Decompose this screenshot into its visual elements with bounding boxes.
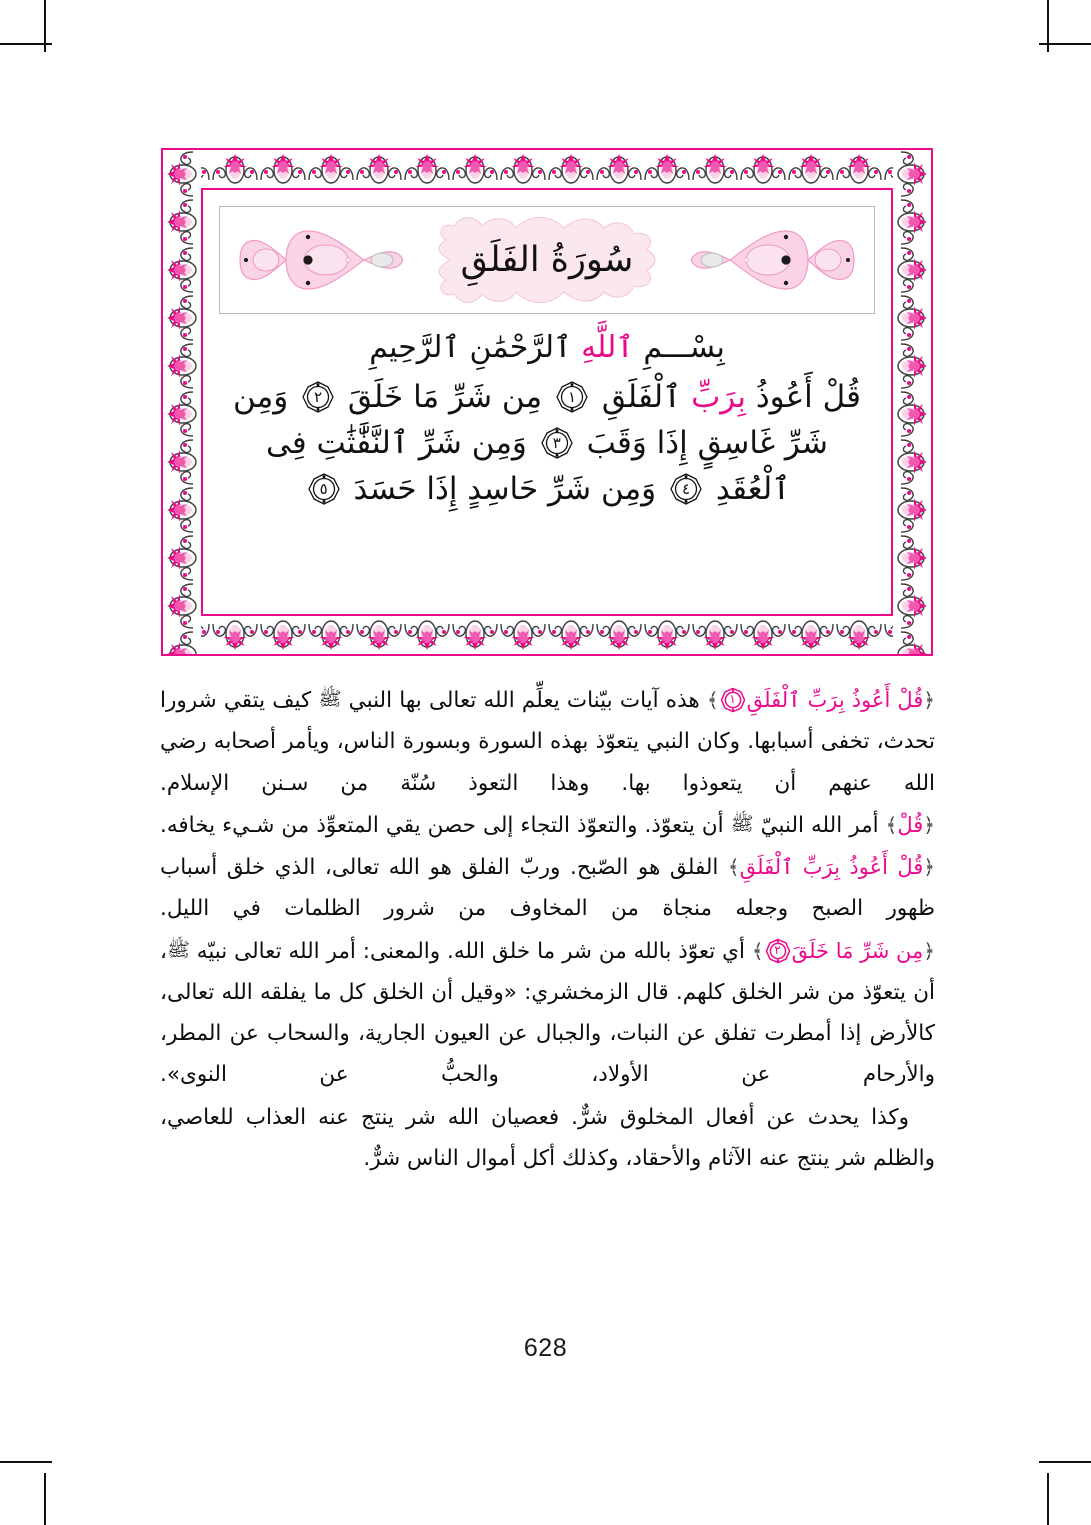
tafsir-text: أن يتعوّذ. والتعوّذ التجاء إلى حصن يقي المتعوِّذ من شـيء يخافه. [160,812,731,838]
tafsir-text: وكذا يحدث عن أفعال المخلوق شرٌّ. فعصيان الله شر ينتج عنه العذاب للعاصي، والظلم شر ينتج عنه الآثام والأحقاد، وكذلك أكل أموال الناس شرٌّ. [160,1104,935,1171]
surah-title-cartouche [432,212,662,308]
basmala-prefix: بِسْـــمِ [633,330,725,365]
ayah-1-tail2: وَمِن [233,379,299,415]
border-ornament-bottom [163,616,931,654]
ayah-marker-2-number: ٢ [314,387,323,406]
quote-bracket: ﴾ [706,688,719,712]
tafsir-text: أمر الله النبيّ [753,812,886,838]
ayah-marker-1-number: ١ [567,387,576,406]
ayah-3-tail: وَمِن شَرِّ حَاسِدٍ إِذَا حَسَدَ [343,470,666,507]
frame-inner-rule [201,188,893,616]
ayah-marker-5 [307,472,341,506]
tafsir-text: كيف يتقي شرورا تحدث، تخفى أسبابها. وكان النبي يتعوّذ بهذه السورة وبسورة الناس، ويأمر أصحابه رضي الله عنهم أن يتعوذوا بها. وهذا التعوذ سُنّة من سـنن الإسلام. [160,688,935,796]
surah-title-band [219,206,875,314]
ayah-3-lead: ٱلْعُقَدِ [705,470,791,507]
quote-bracket: ﴿ [923,812,935,837]
ayah-marker-4 [669,472,703,506]
basmala-suffix: ٱلرَّحْمَٰنِ ٱلرَّحِيمِ [369,330,582,365]
tafsir-commentary [160,680,935,1180]
tafsir-text: ، أن يتعوّذ من شر الخلق كلهم. قال الزمخشري: «وقيل أن الخلق كل ما يفلقه الله تعالى، كالأرض إذا أمطرت تفلق عن النبات، والجبال عن العيون الجارية، والسحاب عن المطر، والأرحام عن الأولاد، والحبُّ عن النوى». [160,938,935,1088]
frame-content-area [207,194,887,610]
page-number: 628 [523,1334,568,1362]
quran-quote: قُلْ أَعُوذُ بِرَبِّ ٱلْفَلَقِ [746,688,924,712]
ayah-line-2 [221,421,873,467]
crop-mark-bottom-left-vertical [44,1473,46,1525]
ayah-marker-3 [540,426,574,460]
tafsir-paragraph [160,931,935,1096]
ayah-1-tail: مِن شَرِّ مَا خَلَقَ [338,379,552,415]
crop-mark-top-right-horizontal [1039,43,1091,45]
quote-bracket: ﴿ [923,938,935,963]
ayah-1-seg-c: ٱلْفَلَقِ [591,379,692,415]
ayah-marker-3-number: ٣ [552,433,561,452]
crop-mark-bottom-right-vertical [1047,1473,1049,1525]
ayah-line-3 [221,467,873,513]
tafsir-ayah-marker: ٢ [765,938,791,964]
tafsir-paragraph [160,680,935,804]
honorific-salla-icon: ﷺ [166,938,190,961]
quote-bracket: ﴾ [727,855,740,880]
tafsir-text: هذه آيات بيّنات يعلِّم الله تعالى بها النبي [341,688,707,713]
surah-title-text: سُورَةُ الفَلَقِ [460,240,634,280]
quote-bracket: ﴾ [751,938,764,963]
tafsir-paragraph [160,847,935,930]
tafsir-text: الفلق هو الصّبح. وربّ الفلق هو الله تعالى، الذي خلق أسباب ظهور الصبح وجعله منجاة من المخاوف من شرور الظلمات في الليل. [160,855,935,922]
quote-bracket: ﴿ [923,688,936,712]
honorific-salla-icon: ﷺ [318,688,342,710]
crop-mark-bottom-right-horizontal [1039,1461,1091,1463]
crop-mark-top-left-horizontal [0,43,52,45]
ayah-1-seg-b: بِرَبِّ [691,379,747,415]
ayah-marker-5-number: ٥ [319,479,328,498]
quran-quote: مِن شَرِّ مَا خَلَقَ [791,938,924,963]
border-ornament-left [163,150,201,654]
honorific-salla-icon: ﷺ [730,812,754,835]
basmala-lafz-aljalalah: ٱللَّهِ [581,330,634,365]
ayah-marker-1 [555,380,589,414]
quran-quote: قُلْ [897,812,924,837]
ayah-1-seg-a: قُلْ أَعُوذُ [746,379,861,415]
quran-quote: قُلْ أَعُوذُ بِرَبِّ ٱلْفَلَقِ [739,855,924,880]
tafsir-paragraph [160,1097,935,1180]
tafsir-text: أي تعوّذ بالله من شر ما خلق الله. والمعنى: أمر الله تعالى نبيّه [189,938,752,964]
tafsir-paragraph [160,805,935,846]
tafsir-ayah-marker: ١ [720,687,746,713]
quote-bracket: ﴿ [923,855,935,880]
quran-text-block [221,324,873,600]
ayah-marker-4-number: ٤ [681,479,691,498]
ayah-2-tail: وَمِن شَرِّ ٱلنَّفَّٰثَٰتِ فِى [265,424,537,461]
basmala [221,330,873,365]
border-ornament-right [893,150,931,654]
ayah-2-lead: شَرِّ غَاسِقٍ إِذَا وَقَبَ [576,424,828,461]
ayah-line-1 [221,375,873,421]
quote-bracket: ﴾ [885,812,898,837]
crop-mark-bottom-left-horizontal [0,1461,52,1463]
border-ornament-top [163,150,931,188]
ornamental-frame [161,148,933,656]
ayah-marker-2 [301,380,335,414]
